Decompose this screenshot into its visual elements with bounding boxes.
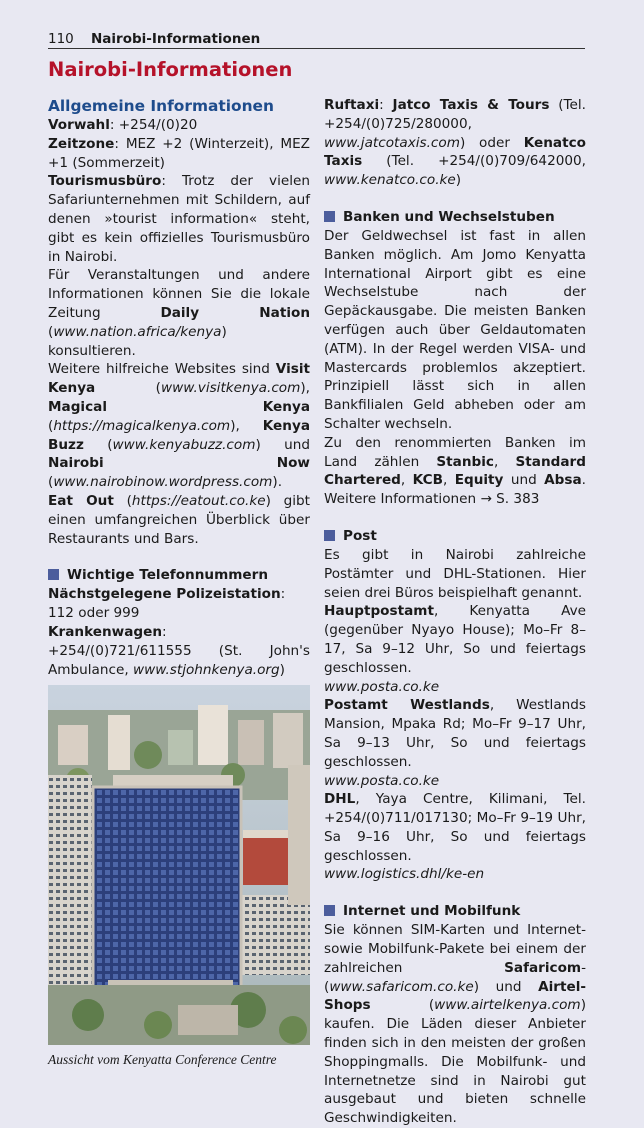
bullet-square-icon — [324, 211, 335, 222]
running-title: Nairobi-Informationen — [91, 31, 261, 47]
link-jatco[interactable]: www.jatcotaxis.com — [324, 134, 460, 151]
banks-text: Der Geldwechsel ist fast in allen Banken möglich. Am Jomo Kenyatta International Airport gibt es eine Wechselstube nach der Gepäckausgabe. Die meisten Banken verfügen auch über Geldautomaten (ATM). In der Regel werden VISA- und Mastercards problemlos akzeptiert. Prinzipiell lässt sich in allen Bankfilialen Geld abheben oder am Schalter wechseln. — [324, 227, 586, 432]
page-title: Nairobi-Informationen — [48, 58, 293, 81]
banks-list: Zu den renommierten Banken im Land zählen Stanbic, Standard Chartered, KCB, Equity und Absa. Weitere Informationen → S. 383 — [324, 434, 586, 508]
link-nation[interactable]: www.nation.africa/kenya — [53, 323, 222, 340]
post-intro: Es gibt in Nairobi zahlreiche Postämter und DHL-Stationen. Hier seien drei Büros beispielhaft genannt. — [324, 546, 586, 601]
section-heading-post: Post — [324, 526, 586, 546]
zeitzone: Zeitzone: MEZ +2 (Winterzeit), MEZ +1 (Sommerzeit) — [48, 135, 310, 171]
vorwahl: Vorwahl: +254/(0)20 — [48, 117, 198, 133]
post-westlands: Postamt Westlands, Westlands Mansion, Mpaka Rd; Mo–Fr 9–17 Uhr, Sa 9–13 Uhr, So und feiertags geschlossen. — [324, 697, 586, 770]
post-main: Hauptpostamt, Kenyatta Ave (gegenüber Nyayo House); Mo–Fr 8–17, Sa 9–12 Uhr, So und feiertags geschlossen. — [324, 603, 586, 676]
link-kenyabuzz[interactable]: www.kenyabuzz.com — [112, 436, 256, 453]
city-photo — [48, 685, 310, 1045]
section-heading-phones: Wichtige Telefonnummern — [48, 565, 310, 585]
link-visitkenya[interactable]: www.visitkenya.com — [160, 380, 301, 397]
bullet-square-icon — [324, 530, 335, 541]
websites-info: Weitere hilfreiche Websites sind Visit Kenya (www.visitkenya.com), Magical Kenya (https://magicalkenya.com), Kenya Buzz (www.kenyabuzz.com) und Nairobi Now (www.nairobinow.wordpress.com). — [48, 361, 310, 491]
link-safaricom[interactable]: www.safaricom.co.ke — [329, 978, 474, 995]
link-nairobinow[interactable]: www.nairobinow.wordpress.com — [53, 474, 273, 491]
link-stjohn[interactable]: www.stjohnkenya.org — [133, 661, 280, 678]
bullet-square-icon — [324, 905, 335, 916]
police-number: 112 oder 999 — [48, 605, 140, 622]
section-heading-internet: Internet und Mobilfunk — [324, 901, 586, 921]
left-column — [48, 96, 310, 1070]
link-airtel[interactable]: www.airtelkenya.com — [434, 997, 581, 1014]
link-eatout[interactable]: https://eatout.co.ke — [131, 492, 266, 509]
events-info: Für Veranstaltungen und andere Informationen können Sie die lokale Zeitung Daily Nation (www.nation.africa/kenya) konsultieren. — [48, 267, 310, 359]
police: Nächstgelegene Polizeistation: — [48, 586, 286, 603]
photo-caption: Aussicht vom Kenyatta Conference Centre — [48, 1052, 277, 1068]
ambulance: Krankenwagen: +254/(0)721/611555 (St. John's Ambulance, www.stjohnkenya.org) — [48, 623, 310, 678]
right-column — [324, 96, 586, 1128]
running-header — [48, 30, 585, 49]
tourismusbuero: Tourismusbüro: Trotz der vielen Safariunternehmen mit Schildern, auf denen »tourist information« steht, gibt es kein offizielles Tourismusbüro in Nairobi. — [48, 173, 310, 265]
eatout-info: Eat Out (https://eatout.co.ke) gibt einen umfangreichen Überblick über Restaurants und Bars. — [48, 492, 310, 547]
post-westlands-link[interactable]: www.posta.co.ke — [324, 772, 440, 789]
taxi-info: Ruftaxi: Jatco Taxis & Tours (Tel. +254/(0)725/280000, www.jatcotaxis.com) oder Kenatco Taxis (Tel. +254/(0)709/642000, www.kenatco.co.ke) — [324, 97, 586, 189]
bullet-square-icon — [48, 569, 59, 580]
internet-text: Sie können SIM-Karten und Internet- sowie Mobilfunk-Pakete bei einem der zahlreichen Safaricom- (www.safaricom.co.ke) und Airtel-Shops (www.airtelkenya.com) kaufen. Die Läden dieser Anbieter finden sich in den meisten der großen Shoppingmalls. Die Mobilfunk- und Internetnetze sind in Nairobi gut ausgebaut und bieten schnelle Geschwindigkeiten. — [324, 922, 586, 1127]
post-dhl-link[interactable]: www.logistics.dhl/ke-en — [324, 866, 485, 883]
section-heading-general: Allgemeine Informationen — [48, 97, 274, 115]
link-magicalkenya[interactable]: https://magicalkenya.com — [53, 417, 231, 434]
link-kenatco[interactable]: www.kenatco.co.ke — [324, 172, 456, 189]
post-main-link[interactable]: www.posta.co.ke — [324, 678, 440, 695]
section-heading-banks: Banken und Wechselstuben — [324, 207, 586, 227]
page-number: 110 — [48, 31, 74, 47]
post-dhl: DHL, Yaya Centre, Kilimani, Tel. +254/(0)711/017130; Mo–Fr 9–19 Uhr, Sa 9–16 Uhr, So und feiertags geschlossen. — [324, 791, 586, 864]
